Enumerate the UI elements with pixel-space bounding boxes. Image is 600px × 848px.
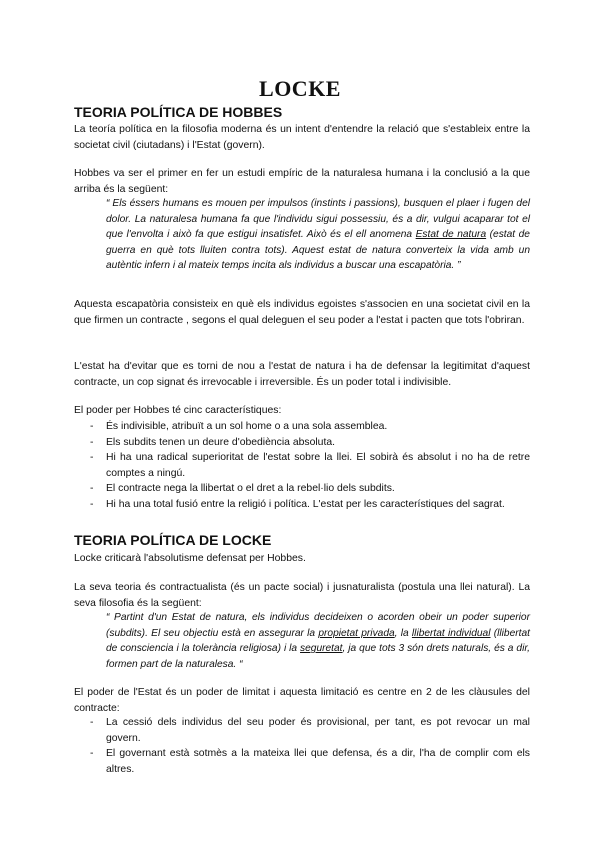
list-item (90, 746, 530, 777)
hobbes-paragraph-4: El poder per Hobbes té cinc característiques: (74, 405, 282, 416)
list-item (90, 450, 530, 481)
hobbes-quote-part-a: “ Els éssers humans es mouen per impulsos (instints i passions), busquen el plaer i fugen del dolor. La naturalesa humana fa que l'individu sigui possessiu, és a dir, vulgui acaparar tot el que l'envolta i això fa que estigui insatisfet. Això és el ell anomena (106, 198, 530, 241)
locke-quote-part-d: , ja que tots 3 són drets naturals, és a dir, formen part de la naturalesa. “ (106, 643, 530, 670)
hobbes-paragraph-3: L'estat ha d'evitar que es torni de nou a l'estat de natura i ha de defensar la legitimitat d'aquest contracte, un cop signat és irrevocable i irreversible. És un poder total i indivisible. (74, 361, 530, 388)
list-item-text: És indivisible, atribuït a un sol home o a una sola assemblea. (106, 421, 388, 432)
list-item (90, 435, 530, 451)
hobbes-quote-term: Estat de natura (415, 229, 487, 241)
locke-paragraph-1: La seva teoria és contractualista (és un pacte social) i jusnaturalista (postula una llei natural). La seva filosofia és la següent: (74, 582, 530, 609)
heading-locke: TEORIA POLÍTICA DE LOCKE (74, 532, 272, 548)
list-item (90, 419, 530, 435)
list-item (90, 715, 530, 746)
locke-quote-part-b: , la (394, 627, 412, 639)
hobbes-quote-part-b: (estat de guerra en què tots lluiten contra tots). Aquest estat de natura converteix la vida amb un autèntic infern i al mateix temps incita als individus a buscar una escapatòria. ” (106, 229, 530, 272)
hobbes-characteristics-list (90, 419, 530, 513)
list-dash: - (90, 498, 94, 510)
list-dash: - (90, 421, 94, 432)
locke-paragraph-2: El poder de l'Estat és un poder de limitat i aquesta limitació es centre en 2 de les clàusules del contracte: (74, 687, 530, 714)
hobbes-intro: La teoría política en la filosofia moderna és un intent d'entendre la relació que s'estableix entre la societat civil (ciutadans) i l'Estat (govern). (74, 124, 530, 151)
list-dash: - (90, 452, 94, 464)
list-dash: - (90, 436, 94, 448)
list-item (90, 481, 530, 497)
locke-quote-term-property: propietat privada (318, 627, 395, 639)
list-item-text: Els subdits tenen un deure d'obediència absoluta. (106, 436, 336, 448)
list-item-text: Hi ha una total fusió entre la religió i política. L'estat per les característiques del sagrat. (106, 498, 505, 510)
hobbes-paragraph-1: Hobbes va ser el primer en fer un estudi empíric de la naturalesa humana i la conclusió a la que arriba és la següent: (74, 168, 530, 195)
list-dash: - (90, 748, 94, 760)
list-dash: - (90, 717, 94, 728)
list-item-text: La cessió dels individus del seu poder és provisional, per tant, es pot revocar un mal govern. (106, 717, 530, 744)
locke-quote-term-security: seguretat (300, 643, 343, 655)
list-dash: - (90, 483, 94, 495)
locke-clauses-list (90, 715, 530, 777)
hobbes-quote (106, 196, 530, 274)
locke-quote-term-liberty: llibertat individual (411, 627, 491, 639)
locke-intro: Locke criticarà l'absolutisme defensat per Hobbes. (74, 553, 306, 564)
locke-quote (106, 610, 530, 672)
list-item-text: Hi ha una radical superioritat de l'estat sobre la llei. El sobirà és absolut i no ha de retre comptes a ningú. (106, 452, 530, 479)
hobbes-paragraph-2: Aquesta escapatòria consisteix en què els individus egoistes s'associen en una societat civil en la que firmen un contracte , segons el qual deleguen el seu poder a l'estat i pacten que tots l'obriran. (74, 299, 530, 326)
list-item-text: El contracte nega la llibertat o el dret a la rebel·lio dels subdits. (106, 483, 395, 495)
list-item (90, 497, 530, 513)
document-title: LOCKE (259, 76, 341, 101)
locke-quote-part-c: (llibertat de consciencia i la tolerància religiosa) i la (106, 627, 530, 655)
locke-quote-part-a: “ Partint d'un Estat de natura, els individus decideixen o acorden obeir un poder superior (subdits). El seu objectiu està en assegurar la (106, 612, 530, 639)
heading-hobbes: TEORIA POLÍTICA DE HOBBES (74, 104, 283, 120)
list-item-text: El governant està sotmès a la mateixa llei que defensa, és a dir, l'ha de complir com els altres. (106, 748, 530, 775)
